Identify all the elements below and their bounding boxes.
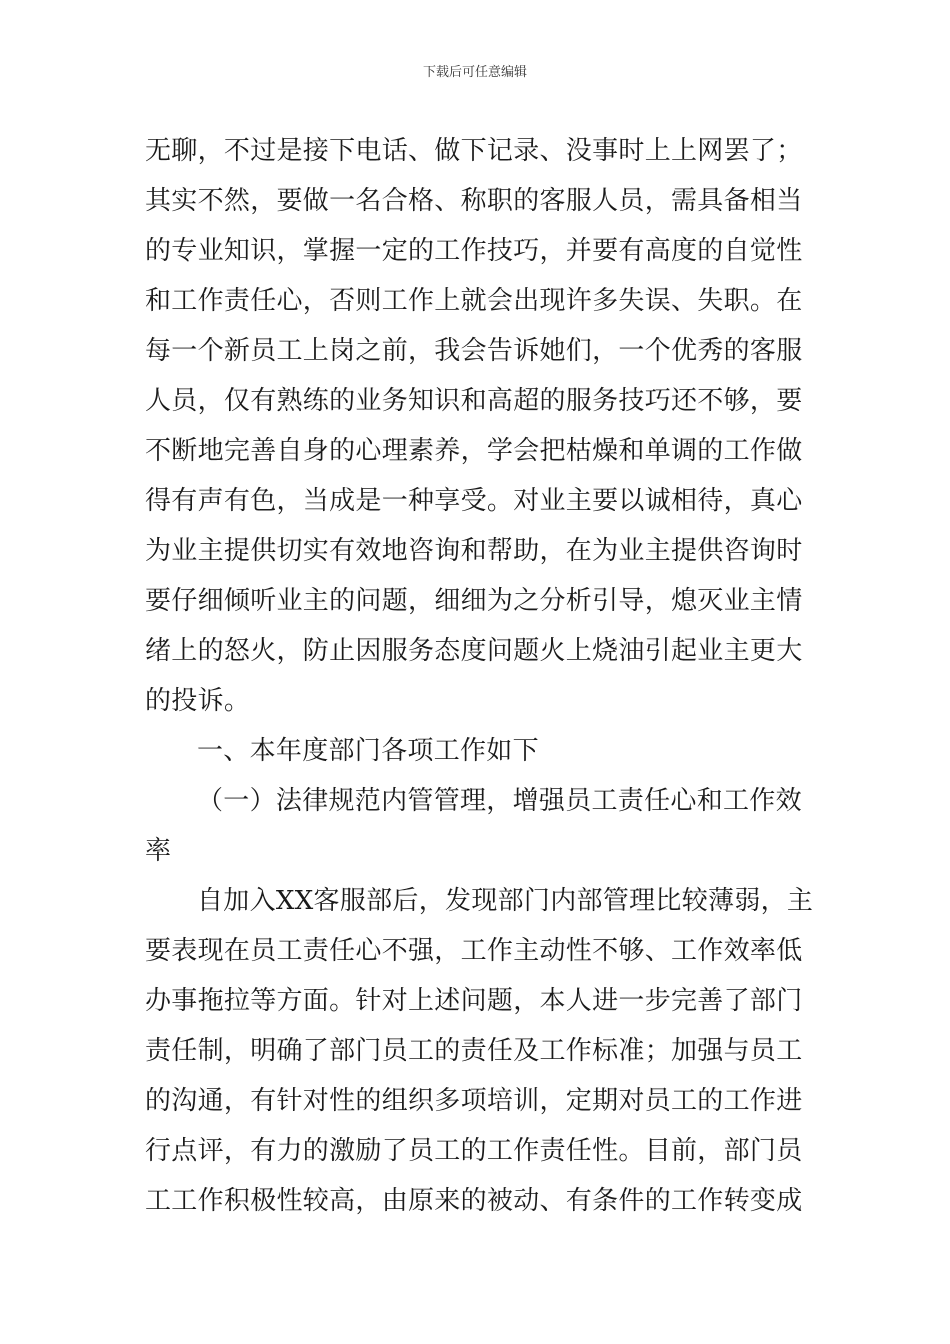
paragraph-start: 自加入XX客服部后，发现部门内部管理比较薄弱，主 <box>197 886 814 916</box>
text-line: 要仔细倾听业主的问题，细细为之分析引导，熄灭业主情 <box>145 586 803 616</box>
text-line: 的专业知识，掌握一定的工作技巧，并要有高度的自觉性 <box>145 236 803 266</box>
text-line: 的沟通，有针对性的组织多项培训，定期对员工的工作进 <box>145 1086 803 1116</box>
section-heading: 一、本年度部门各项工作如下 <box>197 736 539 766</box>
text-line: 其实不然，要做一名合格、称职的客服人员，需具备相当 <box>145 186 803 216</box>
text-line: 人员，仅有熟练的业务知识和高超的服务技巧还不够，要 <box>145 386 803 416</box>
text-line: 绪上的怒火，防止因服务态度问题火上烧油引起业主更大 <box>145 636 803 666</box>
text-line: 为业主提供切实有效地咨询和帮助，在为业主提供咨询时 <box>145 536 803 566</box>
text-line: 不断地完善自身的心理素养，学会把枯燥和单调的工作做 <box>145 436 803 466</box>
text-line: 工工作积极性较高，由原来的被动、有条件的工作转变成 <box>145 1186 803 1216</box>
document-body <box>145 126 814 1226</box>
text-line: 得有声有色，当成是一种享受。对业主要以诚相待，真心 <box>145 486 803 516</box>
subsection-heading: （一）法律规范内管管理，增强员工责任心和工作效 <box>197 786 802 816</box>
text-line: 责任制，明确了部门员工的责任及工作标准；加强与员工 <box>145 1036 803 1066</box>
text-line: 和工作责任心，否则工作上就会出现许多失误、失职。在 <box>145 286 803 316</box>
text-line: 要表现在员工责任心不强，工作主动性不够、工作效率低 <box>145 936 803 966</box>
text-line: 办事拖拉等方面。针对上述问题，本人进一步完善了部门 <box>145 986 803 1016</box>
text-line: 的投诉。 <box>145 686 251 716</box>
text-line: 行点评，有力的激励了员工的工作责任性。目前，部门员 <box>145 1136 803 1166</box>
subsection-heading-continued: 率 <box>145 836 172 866</box>
page-header: 下载后可任意编辑 <box>422 65 527 80</box>
text-line: 无聊，不过是接下电话、做下记录、没事时上上网罢了； <box>145 136 803 166</box>
text-line: 每一个新员工上岗之前，我会告诉她们，一个优秀的客服 <box>145 336 803 366</box>
